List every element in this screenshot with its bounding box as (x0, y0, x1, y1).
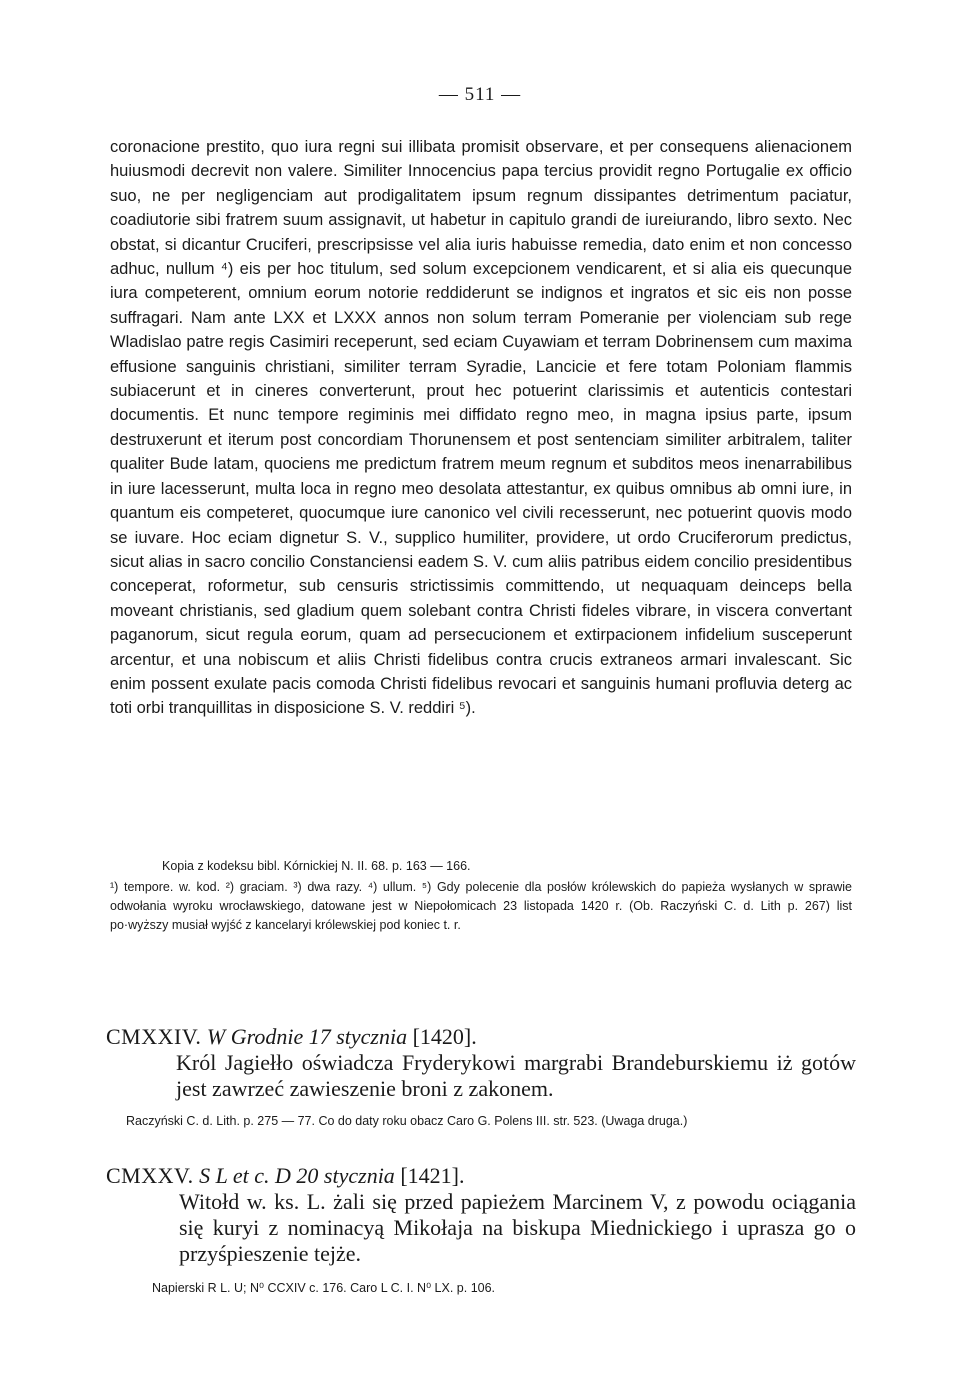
footnotes: ¹) tempore. w. kod. ²) graciam. ³) dwa razy. ⁴) ullum. ⁵) Gdy polecenie dla posłów królewskich do papieża wysłanych w sprawie odwołania wyroku wrocławskiego, datowane jest w Niepołomicach 23 listopada 1420 r. (Ob. Raczyński C. d. Lith p. 267) list po·wyższy musiał wyjść z kancelaryi królewskiej pod koniec t. r. (110, 880, 852, 932)
main-text-block (110, 135, 852, 721)
entry-heading (106, 1024, 856, 1050)
entry-place-date: W Grodnie 17 stycznia (206, 1024, 408, 1049)
document-entry (106, 1024, 856, 1131)
entry-summary: Król Jagiełło oświadcza Fryderykowi margrabi Brandeburskiemu iż gotów jest zawrzeć zawieszenie broni z zakonem. (176, 1050, 856, 1101)
page-number: — 511 — (438, 84, 522, 105)
source-note: Kopia z kodeksu bibl. Kórnickiej N. II. 68. p. 163 — 166. (162, 859, 471, 873)
main-paragraph: coronacione prestito, quo iura regni sui illibata promisit observare, et per consequens alienacionem huiusmodi decrevit non valere. Similiter Innocencius papa tercius providit regno Portugalie ex officio suo, ne per negligenciam aut prodigalitatem ipsum regnum dissipantes detrimentum paciatur, coadiutorie sibi fratrem suum assignavit, ut habetur in capitulo grandi de iureiurando, libro sexto. Nec obstat, si dicantur Cruciferi, prescripsisse vel alia iuris habuisse remedia, dato enim et non concesso adhuc, nullum ⁴) eis per hoc titulum, sed solum excepcionem vendicarent, et si alia eis quecunque iura competerent, omnium eorum notorie reddiderunt se indignos et ingratos et sic eis non posse suffragari. Nam ante LXX et LXXX annos non solum terram Pomeranie per violenciam sub rege Wladislao patre regis Casimiri receperunt, sed eciam Cuyawiam et terram Dobrinensem cum maxima effusione sanguinis christiani, similiter terram Syradie, Lancicie et fere totam Poloniam flammis subiacerunt et in cineres converterunt, prout hec potuerint clarissimis et autenticis contestari documentis. Et nunc tempore regiminis mei diffidato regno meo, in magna ipsius parte, ipsum destruxerunt et iterum post concordiam Thorunensem et post sentenciam similiter arbitralem, taliter qualiter Bude latam, quociens me predictum fratrem meum regnum et subditos meos inenarrabilibus in iure lacesserunt, multa loca in regno meo desolata attestantur, ex quibus omnibus ab omni iure, in quantum eis competeret, quocumque iure canonico vel civili recesserunt, nec potuerint quovis modo se iuvare. Hoc eciam dignetur S. V., supplico humiliter, providere, ut ordo Cruciferorum predictus, sicut alias in sacro concilio Constanciensi eadem S. V. cum aliis patribus eidem concilio presidentibus conceperat, roformetur, sub censuris strictissimis committendo, ut nequaquam deinceps bella moveant christianis, sed gladium quem solebant contra Christi fideles vibrare, in viscera convertant paganorum, sicut regula eorum, quam ad persecucionem et extirpacionem infidelium susceperunt arcentur, et una nobiscum et aliis Christi fidelibus contra crucis extraneos armari invalescant. Sic enim possent exulate pacis comoda Christi fidelibus revocari et sanguinis humani profluvia deterg ac toti orbi tranquillitas in disposicione S. V. reddiri ⁵). (110, 138, 852, 718)
entry-reference: Raczyński C. d. Lith. p. 275 — 77. Co do daty roku obacz Caro G. Polens III. str. 523. (Uwaga druga.) (126, 1114, 688, 1128)
entry-number: CMXXIV. (106, 1024, 202, 1049)
entry-summary: Witołd w. ks. L. żali się przed papieżem Marcinem V, z powodu ociągania się kuryi z nominacyą Mikołaja na biskupa Miednickiego i uprasza go o przyśpieszenie tejże. (179, 1189, 856, 1266)
entry-number: CMXXV. (106, 1163, 194, 1188)
entry-reference: Napierski R L. U; N⁰ CCXIV c. 176. Caro L C. I. N⁰ LX. p. 106. (152, 1281, 496, 1295)
entry-year: [1420]. (412, 1024, 477, 1049)
entry-place-date: S L et c. D 20 stycznia (199, 1163, 395, 1188)
entry-year: [1421]. (400, 1163, 465, 1188)
entry-heading (106, 1163, 856, 1189)
notes-block (110, 857, 852, 935)
document-entry (106, 1163, 856, 1298)
